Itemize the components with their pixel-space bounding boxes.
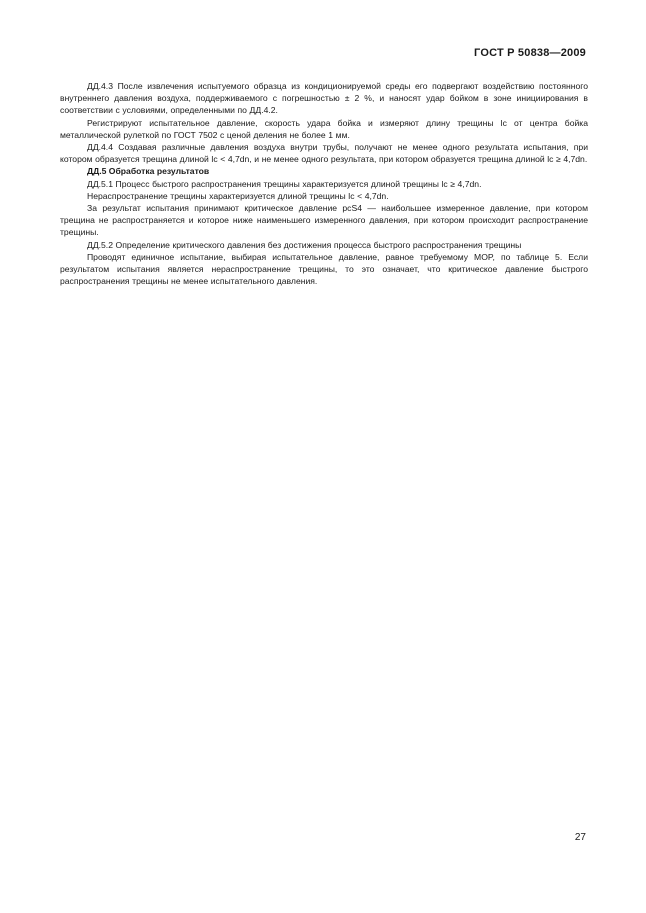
page-number: 27 (574, 832, 586, 843)
paragraph-single-test: Проводят единичное испытание, выбирая испытательное давление, равное требуемому MOP, по таблице 5. Если результатом испытания является нераспространение трещины, то это означает, что критическое давление быстрого распространения трещины не менее испытательного давления. (60, 251, 588, 287)
paragraph-dd-4-4: ДД.4.4 Создавая различные давления воздуха внутри трубы, получают не менее одного результата испытания, при котором образуется трещина длиной lс < 4,7dn, и не менее одного результата, при котором образуется трещина длиной lс ≥ 4,7dn. (60, 142, 588, 165)
page-content (60, 80, 588, 287)
paragraph-dd-5-1: ДД.5.1 Процесс быстрого распространения трещины характеризуется длиной трещины lс ≥ 4,7dn. (87, 178, 482, 189)
standard-designation: ГОСТ Р 50838—2009 (474, 47, 586, 59)
section-heading-dd-5: ДД.5 Обработка результатов (87, 166, 210, 177)
paragraph-dd-5-2: ДД.5.2 Определение критического давления без достижения процесса быстрого распространения трещины (87, 239, 522, 250)
paragraph-non-propagation: Нераспространение трещины характеризуется длиной трещины lс < 4,7dn. (87, 190, 389, 201)
paragraph-dd-4-3: ДД.4.3 После извлечения испытуемого образца из кондиционируемой среды его подвергают воздействию постоянного внутреннего давления воздуха, поддерживаемого с погрешностью ± 2 %, и наносят удар бойком в зоне инициирования в соответствии с условиями, определенными по ДД.4.2. (60, 81, 588, 116)
paragraph-test-pressure-registration: Регистрируют испытательное давление, скорость удара бойка и измеряют длину трещины lс от центра бойка металлической рулеткой по ГОСТ 7502 с ценой деления не более 1 мм. (60, 117, 588, 140)
paragraph-critical-pressure: За результат испытания принимают критическое давление pсS4 — наибольшее измеренное давление, при котором трещина не распространяется и которое ниже наименьшего измеренного давления, при котором происходит распространение трещины. (60, 203, 588, 238)
